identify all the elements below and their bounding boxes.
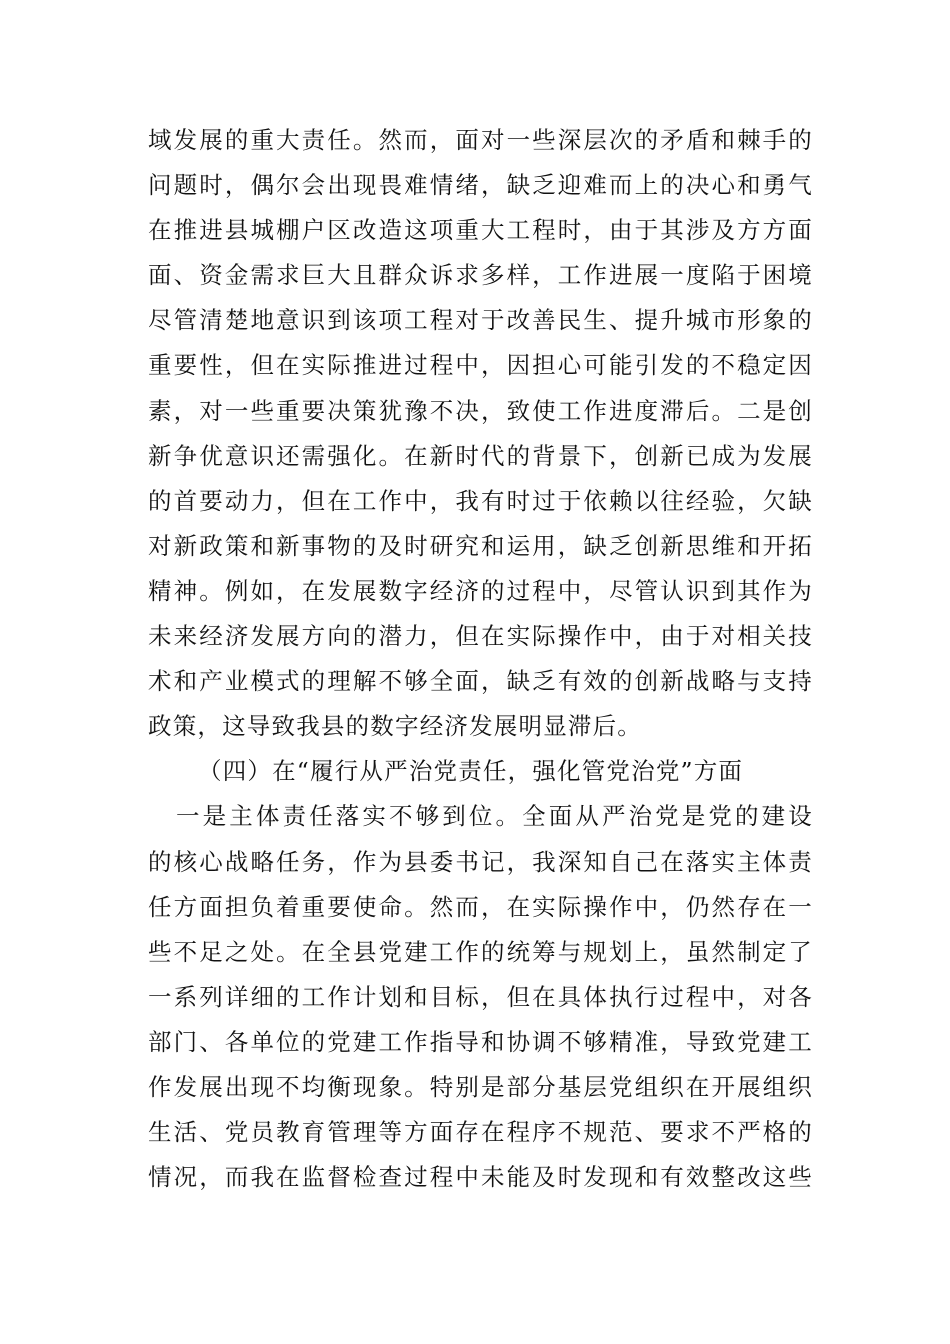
text-line: 一系列详细的工作计划和目标，但在具体执行过程中，对各 <box>148 982 813 1011</box>
text-line: 精神。例如，在发展数字经济的过程中，尽管认识到其作为 <box>148 576 813 605</box>
paragraph-end-line: 政策，这导致我县的数字经济发展明显滞后。 <box>148 712 642 741</box>
text-line: 在推进县城棚户区改造这项重大工程时，由于其涉及方方面 <box>148 216 813 245</box>
body-text <box>148 118 813 1200</box>
text-line: 部门、各单位的党建工作指导和协调不够精准，导致党建工 <box>148 1027 813 1056</box>
text-line: 些不足之处。在全县党建工作的统筹与规划上，虽然制定了 <box>148 937 813 966</box>
section-heading: （四）在“履行从严治党责任，强化管党治党”方面 <box>198 757 744 786</box>
text-line: 未来经济发展方向的潜力，但在实际操作中，由于对相关技 <box>148 622 813 651</box>
text-line: 情况，而我在监督检查过程中未能及时发现和有效整改这些 <box>148 1163 813 1192</box>
text-line: 的首要动力，但在工作中，我有时过于依赖以往经验，欠缺 <box>148 486 813 515</box>
text-line: 尽管清楚地意识到该项工程对于改善民生、提升城市形象的 <box>148 306 813 335</box>
text-line: 任方面担负着重要使命。然而，在实际操作中，仍然存在一 <box>148 892 813 921</box>
text-line: 面、资金需求巨大且群众诉求多样，工作进展一度陷于困境 <box>148 261 813 290</box>
text-line: 的核心战略任务，作为县委书记，我深知自己在落实主体责 <box>148 847 813 876</box>
paragraph-first-line: 一是主体责任落实不够到位。全面从严治党是党的建设 <box>176 802 813 831</box>
text-line: 新争优意识还需强化。在新时代的背景下，创新已成为发展 <box>148 441 813 470</box>
text-line: 对新政策和新事物的及时研究和运用，缺乏创新思维和开拓 <box>148 531 813 560</box>
text-line: 素，对一些重要决策犹豫不决，致使工作进度滞后。二是创 <box>148 396 813 425</box>
text-line: 作发展出现不均衡现象。特别是部分基层党组织在开展组织 <box>148 1072 813 1101</box>
text-line: 术和产业模式的理解不够全面，缺乏有效的创新战略与支持 <box>148 667 813 696</box>
text-line: 重要性，但在实际推进过程中，因担心可能引发的不稳定因 <box>148 351 813 380</box>
text-line: 问题时，偶尔会出现畏难情绪，缺乏迎难而上的决心和勇气 <box>148 171 813 200</box>
text-line: 域发展的重大责任。然而，面对一些深层次的矛盾和棘手的 <box>148 126 813 154</box>
text-line: 生活、党员教育管理等方面存在程序不规范、要求不严格的 <box>148 1118 813 1147</box>
